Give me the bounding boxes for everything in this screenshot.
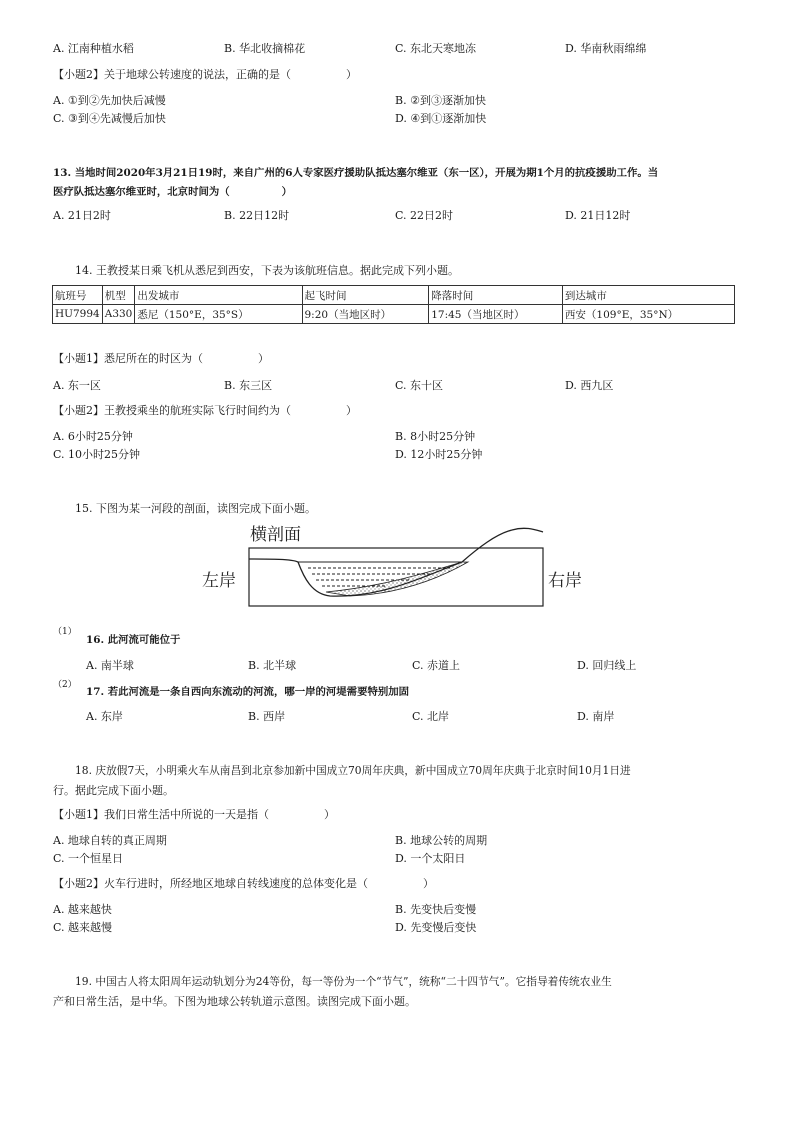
table-header: 起飞时间 (302, 286, 429, 305)
table-cell: 西安（109°E，35°N） (562, 305, 734, 324)
figure-title: 横剖面 (250, 525, 301, 545)
option-b[interactable]: B. 东三区 (224, 379, 273, 392)
question-13-line2: 医疗队抵达塞尔维亚时，北京时间为（ ） (53, 186, 292, 198)
sediment-deposit (326, 562, 468, 596)
option-a[interactable]: A. 江南种植水稻 (53, 42, 134, 55)
option-a[interactable]: A. 南半球 (86, 659, 134, 672)
option-d[interactable]: D. 回归线上 (577, 659, 637, 672)
subquestion-2: 【小题2】火车行进时，所经地区地球自转线速度的总体变化是（ ） (53, 877, 434, 890)
option-c[interactable]: C. 赤道上 (412, 659, 461, 672)
option-d[interactable]: D. 华南秋雨绵绵 (565, 42, 647, 55)
option-d[interactable]: D. 南岸 (577, 710, 615, 723)
subquestion-1: 【小题1】悉尼所在的时区为（ ） (53, 352, 269, 365)
option-b[interactable]: B. 8小时25分钟 (395, 430, 476, 443)
option-c[interactable]: C. 越来越慢 (53, 921, 113, 934)
option-c[interactable]: C. 东十区 (395, 379, 444, 392)
question-19-line1: 19. 中国古人将太阳周年运动轨划分为24等份，每一等份为一个“节气”，统称“二十四节气”。它指导着传统农业生 (75, 975, 612, 988)
question-17: 17. 若此河流是一条自西向东流动的河流，哪一岸的河堤需要特别加固 (86, 686, 410, 698)
question-18-line2: 行。据此完成下面小题。 (53, 784, 174, 797)
option-c[interactable]: C. 北岸 (412, 710, 450, 723)
option-d[interactable]: D. 21日12时 (565, 209, 631, 222)
table-cell: HU7994 (53, 305, 103, 324)
option-b[interactable]: B. 华北收摘棉花 (224, 42, 306, 55)
option-d[interactable]: D. ④到①逐渐加快 (395, 112, 487, 125)
option-b[interactable]: B. 地球公转的周期 (395, 834, 488, 847)
question-13-line1: 13. 当地时间2020年3月21日19时，来自广州的6人专家医疗援助队抵达塞尔维亚（东一区），开展为期1个月的抗疫援助工作。当 (53, 167, 659, 179)
flight-info-table (52, 285, 735, 324)
option-c[interactable]: C. 22日2时 (395, 209, 454, 222)
question-16: 16. 此河流可能位于 (86, 634, 181, 646)
option-b[interactable]: B. 北半球 (248, 659, 297, 672)
question-19-line2: 产和日常生活，是中华。下图为地球公转轨道示意图。读图完成下面小题。 (53, 995, 416, 1008)
figure-frame (249, 548, 543, 606)
table-cell: 9:20（当地区时） (302, 305, 429, 324)
table-header: 出发城市 (135, 286, 302, 305)
option-d[interactable]: D. 西九区 (565, 379, 614, 392)
question-18-line1: 18. 庆放假7天，小明乘火车从南昌到北京参加新中国成立70周年庆典，新中国成立70周年庆典于北京时间10月1日进 (75, 764, 631, 777)
left-bank-label: 左岸 (202, 571, 236, 591)
subquestion-1: 【小题1】我们日常生活中所说的一天是指（ ） (53, 808, 335, 821)
subquestion-number: （2） (53, 680, 77, 690)
option-a[interactable]: A. ①到②先加快后减慢 (53, 94, 166, 107)
option-a[interactable]: A. 东岸 (86, 710, 123, 723)
option-b[interactable]: B. 先变快后变慢 (395, 903, 477, 916)
table-header: 机型 (102, 286, 135, 305)
right-bank-label: 右岸 (548, 571, 582, 591)
option-c[interactable]: C. 一个恒星日 (53, 852, 124, 865)
subquestion-2: 【小题2】关于地球公转速度的说法，正确的是（ ） (53, 68, 357, 81)
option-a[interactable]: A. 越来越快 (53, 903, 112, 916)
table-cell: 悉尼（150°E，35°S） (135, 305, 302, 324)
option-c[interactable]: C. ③到④先减慢后加快 (53, 112, 166, 125)
river-cross-section-figure (200, 518, 600, 612)
option-a[interactable]: A. 6小时25分钟 (53, 430, 133, 443)
option-a[interactable]: A. 地球自转的真正周期 (53, 834, 167, 847)
option-b[interactable]: B. 22日12时 (224, 209, 290, 222)
option-d[interactable]: D. 先变慢后变快 (395, 921, 477, 934)
option-b[interactable]: B. 西岸 (248, 710, 286, 723)
table-row (53, 305, 735, 324)
table-cell: A330 (102, 305, 135, 324)
subquestion-2: 【小题2】王教授乘坐的航班实际飞行时间约为（ ） (53, 404, 357, 417)
option-a[interactable]: A. 东一区 (53, 379, 101, 392)
table-header: 降落时间 (429, 286, 563, 305)
question-15-stem: 15. 下图为某一河段的剖面，读图完成下面小题。 (75, 502, 316, 515)
option-c[interactable]: C. 东北天寒地冻 (395, 42, 477, 55)
option-d[interactable]: D. 12小时25分钟 (395, 448, 483, 461)
table-header: 航班号 (53, 286, 103, 305)
subquestion-number: （1） (53, 627, 77, 637)
option-c[interactable]: C. 10小时25分钟 (53, 448, 141, 461)
option-b[interactable]: B. ②到③逐渐加快 (395, 94, 486, 107)
table-cell: 17:45（当地区时） (429, 305, 563, 324)
option-d[interactable]: D. 一个太阳日 (395, 852, 466, 865)
table-header-row (53, 286, 735, 305)
option-a[interactable]: A. 21日2时 (53, 209, 111, 222)
table-header: 到达城市 (562, 286, 734, 305)
question-14-stem: 14. 王教授某日乘飞机从悉尼到西安，下表为该航班信息。据此完成下列小题。 (75, 264, 459, 277)
